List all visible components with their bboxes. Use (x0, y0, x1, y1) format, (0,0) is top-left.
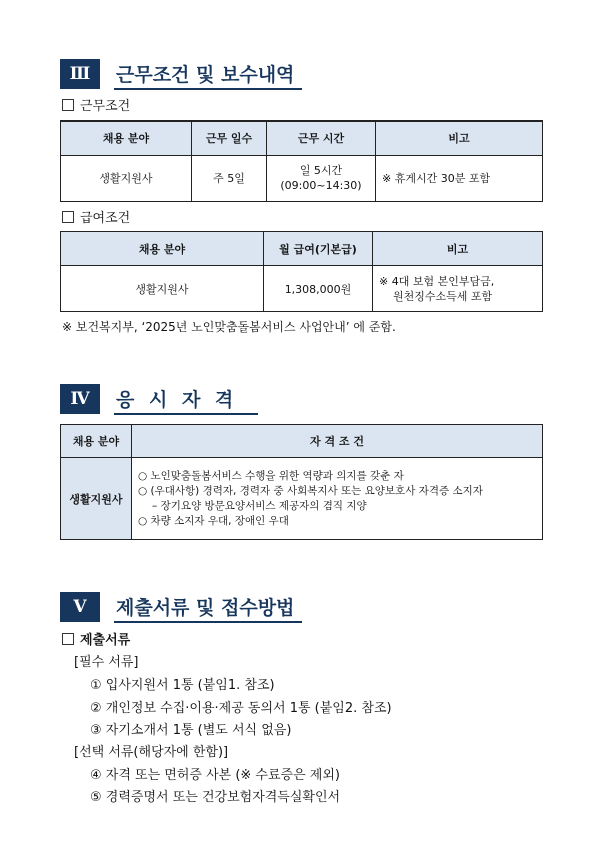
qualification-item: ○ 차량 소지자 우대, 장애인 우대 (138, 514, 289, 527)
cell-field: 생활지원사 (61, 458, 132, 540)
work-conditions-subheading: 근무조건 (62, 95, 130, 114)
cell-salary: 1,308,000원 (264, 266, 373, 312)
checkbox-square-icon (62, 99, 74, 111)
cell-hours: 일 5시간 (09:00~14:30) (267, 155, 376, 201)
table-row (61, 266, 543, 312)
qualification-item: ○ (우대사항) 경력자, 경력자 중 사회복지사 또는 요양보호사 자격증 소지자 (138, 484, 483, 497)
header-days: 근무 일수 (192, 121, 267, 155)
header-field: 채용 분야 (61, 425, 132, 458)
required-docs-label: [필수 서류] (74, 655, 139, 670)
header-salary: 월 급여(기본급) (264, 232, 373, 266)
header-note: 비고 (373, 232, 543, 266)
pay-conditions-subheading: 급여조건 (62, 207, 130, 226)
work-conditions-table (60, 120, 543, 202)
checkbox-square-icon (62, 211, 74, 223)
checkbox-square-icon (62, 633, 74, 645)
cell-field: 생활지원사 (61, 155, 192, 201)
section-5-header (60, 591, 302, 623)
section-3-footnote: ※ 보건복지부, ‘2025년 노인맞춤돌봄서비스 사업안내’ 에 준함. (62, 320, 396, 334)
header-qualifications: 자 격 조 건 (132, 425, 543, 458)
qualification-subitem: – 장기요양 방문요양서비스 제공자의 겸직 지양 (152, 499, 367, 512)
header-field: 채용 분야 (61, 232, 264, 266)
table-row (61, 155, 543, 201)
submission-docs-subheading: 제출서류 (62, 629, 130, 648)
optional-doc-item: ④ 자격 또는 면허증 사본 (※ 수료증은 제외) (90, 768, 340, 783)
section-4-header (60, 383, 258, 415)
header-note: 비고 (376, 121, 543, 155)
section-3-header (60, 58, 302, 90)
pay-conditions-table (60, 231, 543, 312)
header-field: 채용 분야 (61, 121, 192, 155)
optional-doc-item: ⑤ 경력증명서 또는 건강보험자격득실확인서 (90, 790, 341, 805)
section-3-numeral: Ⅲ (60, 59, 100, 89)
section-4-title: 응 시 자 격 (114, 383, 258, 415)
qualification-item: ○ 노인맞춤돌봄서비스 수행을 위한 역량과 의지를 갖춘 자 (138, 469, 404, 482)
section-3-title: 근무조건 및 보수내역 (114, 58, 302, 90)
table-row (61, 458, 543, 540)
cell-field: 생활지원사 (61, 266, 264, 312)
cell-note: ※ 4대 보험 본인부담금, 원천징수소득세 포함 (373, 266, 543, 312)
section-4-numeral: Ⅳ (60, 384, 100, 414)
cell-note: ※ 휴게시간 30분 포함 (376, 155, 543, 201)
header-hours: 근무 시간 (267, 121, 376, 155)
cell-qualifications (132, 458, 543, 540)
required-doc-item: ① 입사지원서 1통 (붙임1. 참조) (90, 678, 275, 693)
section-5-numeral: Ⅴ (60, 592, 100, 622)
cell-days: 주 5일 (192, 155, 267, 201)
required-doc-item: ③ 자기소개서 1통 (별도 서식 없음) (90, 723, 292, 738)
qualification-table (60, 424, 543, 540)
optional-docs-label: [선택 서류(해당자에 한함)] (74, 745, 229, 760)
section-5-title: 제출서류 및 접수방법 (114, 591, 302, 623)
required-doc-item: ② 개인정보 수집·이용·제공 동의서 1통 (붙임2. 참조) (90, 701, 392, 716)
